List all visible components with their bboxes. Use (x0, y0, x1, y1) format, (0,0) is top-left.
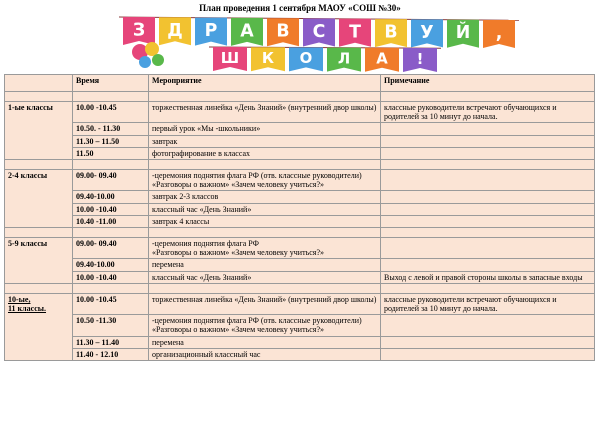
balloon-decoration (132, 42, 164, 68)
table-row (5, 123, 595, 135)
banner-letter: Т (349, 22, 361, 43)
event-cell (149, 271, 381, 283)
banner-letter: А (240, 21, 254, 42)
event-cell (149, 123, 381, 135)
event-text: первый урок «Мы -школьники» (152, 124, 261, 134)
event-text: завтрак 2-3 классов (152, 192, 219, 202)
separator-row (5, 283, 595, 293)
note-cell (381, 336, 595, 348)
note-cell (381, 315, 595, 336)
event-cell (149, 348, 381, 360)
column-header: Время (73, 75, 149, 92)
note-cell (381, 259, 595, 271)
class-group-label: 5-9 классы (5, 238, 73, 284)
table-row (5, 238, 595, 259)
banner-letter: В (384, 22, 398, 43)
time-cell: 10.00 -10.40 (73, 271, 149, 283)
table-row (5, 191, 595, 203)
banner-letter: С (312, 21, 326, 42)
banner-letter: Й (455, 23, 471, 44)
table-header-row (5, 75, 595, 92)
banner-letter: З (132, 20, 146, 41)
event-text-secondary: «Разговоры о важном» «Зачем человеку учиться?» (152, 248, 325, 258)
time-cell: 09.40-10.00 (73, 191, 149, 203)
separator-cell (381, 92, 595, 102)
note-cell (381, 215, 595, 227)
time-cell: 10.00 -10.45 (73, 293, 149, 314)
banner-letter: У (420, 22, 434, 43)
event-cell (149, 259, 381, 271)
note-cell (381, 123, 595, 135)
event-cell (149, 147, 381, 159)
event-cell (149, 135, 381, 147)
event-text: фотографирование в классах (152, 148, 251, 158)
separator-cell (149, 160, 381, 170)
event-cell (149, 191, 381, 203)
event-cell (149, 336, 381, 348)
time-cell: 10.00 -10.45 (73, 102, 149, 123)
note-cell (381, 191, 595, 203)
event-cell (149, 315, 381, 336)
event-cell (149, 102, 381, 123)
event-text: завтрак (152, 136, 178, 146)
note-cell (381, 147, 595, 159)
banner-letter: К (261, 49, 275, 68)
separator-cell (5, 92, 73, 102)
table-row (5, 135, 595, 147)
table-row (5, 259, 595, 271)
class-group-label (5, 293, 73, 360)
separator-cell (149, 92, 381, 102)
table-row (5, 170, 595, 191)
event-cell (149, 203, 381, 215)
banner-letter: А (376, 49, 388, 68)
table-row (5, 293, 595, 314)
event-text: торжественная линейка «День Знаний» (внутренний двор школы) (152, 103, 377, 112)
separator-cell (73, 160, 149, 170)
table-row (5, 215, 595, 227)
table-row (5, 147, 595, 159)
time-cell: 11.40 - 12.10 (73, 348, 149, 360)
separator-cell (73, 228, 149, 238)
banner-letter: О (299, 49, 313, 68)
time-cell: 11.30 – 11.40 (73, 336, 149, 348)
note-cell (381, 170, 595, 191)
event-text: -церемония поднятия флага РФ (отв. классные руководители) (152, 316, 362, 326)
separator-row (5, 160, 595, 170)
separator-cell (5, 228, 73, 238)
event-cell (149, 293, 381, 314)
note-cell (381, 135, 595, 147)
time-cell: 09.40-10.00 (73, 259, 149, 271)
banner-letter: Л (337, 49, 351, 68)
banner-letter: Р (204, 21, 218, 42)
class-group-label: 1-ые классы (5, 102, 73, 160)
separator-cell (73, 283, 149, 293)
document-title: План проведения 1 сентября МАОУ «СОШ №30» (199, 3, 401, 13)
event-text-secondary: «Разговоры о важном» «Зачем человеку учиться?» (152, 180, 325, 190)
time-cell: 10.00 -10.40 (73, 203, 149, 215)
event-text: перемена (152, 260, 184, 270)
event-text-secondary: «Разговоры о важном» «Зачем человеку учиться?» (152, 325, 325, 335)
event-text: -церемония поднятия флага РФ (отв. классные руководители) (152, 171, 362, 181)
separator-cell (149, 283, 381, 293)
table-row (5, 315, 595, 336)
event-text: завтрак 4 классы (152, 216, 210, 226)
note-cell (381, 238, 595, 259)
column-header: Мероприятие (149, 75, 381, 92)
time-cell: 11.50 (73, 147, 149, 159)
event-text: организационный классный час (152, 349, 261, 359)
note-cell: классные руководители встречают обучающихся и родителей за 10 минут до начала. (381, 293, 595, 314)
separator-cell (149, 228, 381, 238)
table-row (5, 348, 595, 360)
note-cell (381, 348, 595, 360)
event-text: -церемония поднятия флага РФ (152, 239, 259, 249)
separator-cell (381, 283, 595, 293)
event-text: классный час «День Знаний» (152, 204, 252, 214)
column-header (5, 75, 73, 92)
table-row (5, 203, 595, 215)
time-cell: 10.50. - 11.30 (73, 123, 149, 135)
event-text: классный час «День Знаний» (152, 272, 252, 282)
banner-letter: Д (167, 20, 183, 41)
time-cell: 10.40 -11.00 (73, 215, 149, 227)
column-header: Примечание (381, 75, 595, 92)
separator-cell (73, 92, 149, 102)
class-group-label-line1: 10-ые, (8, 294, 31, 304)
event-text: торжественная линейка «День Знаний» (внутренний двор школы) (152, 294, 377, 304)
event-cell (149, 215, 381, 227)
banner-letter: В (276, 21, 290, 42)
separator-cell (381, 228, 595, 238)
time-cell: 11.30 – 11.50 (73, 135, 149, 147)
banner-letter: ! (416, 49, 424, 68)
separator-cell (5, 160, 73, 170)
event-text: перемена (152, 337, 184, 347)
separator-row (5, 92, 595, 102)
event-cell (149, 170, 381, 191)
note-cell: Выход с левой и правой стороны школы в запасные входы (381, 271, 595, 283)
class-group-label: 2-4 классы (5, 170, 73, 228)
greeting-banner (95, 14, 520, 74)
time-cell: 10.50 -11.30 (73, 315, 149, 336)
event-cell (149, 238, 381, 259)
class-group-label-line2: 11 классы. (8, 304, 47, 314)
table-row (5, 336, 595, 348)
note-cell: классные руководители встречают обучающихся и родителей за 10 минут до начала. (381, 102, 595, 123)
note-cell (381, 203, 595, 215)
separator-cell (5, 283, 73, 293)
banner-letter: , (495, 23, 503, 44)
time-cell: 09.00- 09.40 (73, 238, 149, 259)
separator-cell (381, 160, 595, 170)
banner-letter: Ш (220, 48, 240, 67)
time-cell: 09.00- 09.40 (73, 170, 149, 191)
schedule-table (4, 74, 595, 361)
table-row (5, 271, 595, 283)
table-row (5, 102, 595, 123)
separator-row (5, 228, 595, 238)
